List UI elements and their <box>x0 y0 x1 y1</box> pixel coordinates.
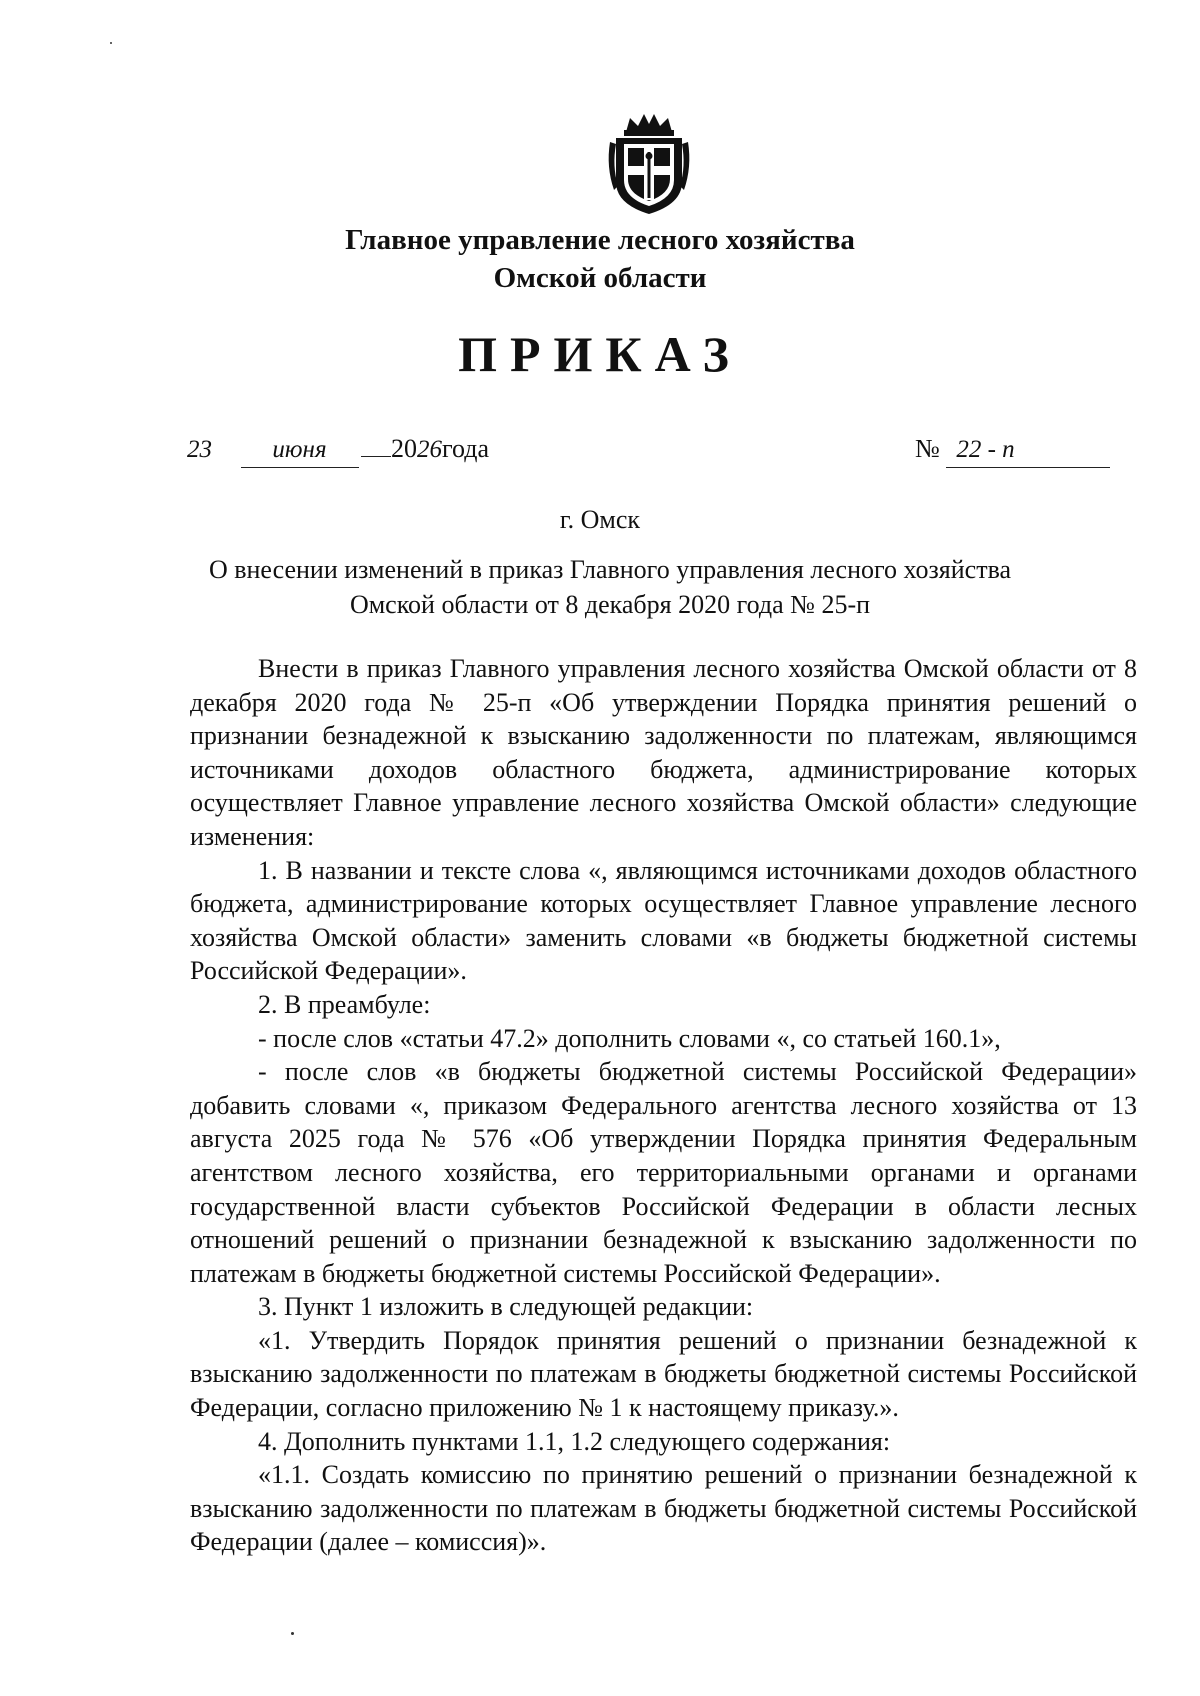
subject-line1: О внесении изменений в приказ Главного управления лесного хозяйства <box>208 555 1012 584</box>
body-paragraph: 4. Дополнить пунктами 1.1, 1.2 следующего содержания: <box>258 1426 891 1456</box>
document-subject <box>190 552 1030 622</box>
number-label: № <box>915 434 940 463</box>
number-value: 22 - п <box>946 433 1110 468</box>
body-paragraph: 1. В названии и тексте слова «, являющимся источниками доходов областного бюджета, администрирование которых осуществляет Главное управление лесного хозяйства Омской области» заменить словами «в бюджеты бюджетной системы Российской Федерации». <box>190 855 1137 986</box>
body-paragraph: «1. Утвердить Порядок принятия решений о признании безнадежной к взысканию задолженности по платежам в бюджеты бюджетной системы Российской Федерации, согласно приложению № 1 к настоящему приказу.». <box>190 1325 1137 1423</box>
scan-speck <box>110 42 112 44</box>
document-body <box>190 652 1137 1559</box>
date-month: июня <box>241 433 359 468</box>
body-paragraph: 2. В преамбуле: <box>258 989 431 1019</box>
organization-name-line1: Главное управление лесного хозяйства <box>345 224 855 256</box>
city: г. Омск <box>559 505 641 534</box>
coat-of-arms-icon <box>604 112 694 216</box>
date-year-suffix: 26 <box>417 436 442 463</box>
order-number <box>915 432 1110 468</box>
date-year-word: года <box>442 434 490 463</box>
body-paragraph: «1.1. Создать комиссию по принятию решений о признании безнадежной к взысканию задолженности по платежам в бюджеты бюджетной системы Российской Федерации (далее – комиссия)». <box>190 1460 1137 1557</box>
subject-line2: Омской области от 8 декабря 2020 года № 25-п <box>349 590 871 619</box>
document-type-title: ПРИКАЗ <box>458 326 742 382</box>
date-day: 23 <box>187 436 212 463</box>
body-paragraph: Внести в приказ Главного управления лесного хозяйства Омской области от 8 декабря 2020 года № 25-п «Об утверждении Порядка принятия решений о признании безнадежной к взысканию задолженности по платежам, являющимся источниками доходов областного бюджета, администрирование которых осуществляет Главное управление лесного хозяйства Омской области» следующие изменения: <box>190 654 1137 851</box>
body-paragraph: 3. Пункт 1 изложить в следующей редакции: <box>258 1292 754 1322</box>
organization-name-line2: Омской области <box>493 262 707 294</box>
date-year-prefix: 20 <box>391 434 417 463</box>
body-paragraph: - после слов «статьи 47.2» дополнить словами «, со статьей 160.1», <box>258 1023 1001 1053</box>
scan-speck <box>291 1632 294 1635</box>
order-date <box>187 432 489 468</box>
body-paragraph: - после слов «в бюджеты бюджетной системы Российской Федерации» добавить словами «, приказом Федерального агентства лесного хозяйства от 13 августа 2025 года № 576 «Об утверждении Порядка принятия Федеральным агентством лесного хозяйства, его территориальными органами и органами государственной власти субъектов Российской Федерации в области лесных отношений решений о признании безнадежной к взысканию задолженности по платежам в бюджеты бюджетной системы Российской Федерации». <box>190 1057 1137 1288</box>
